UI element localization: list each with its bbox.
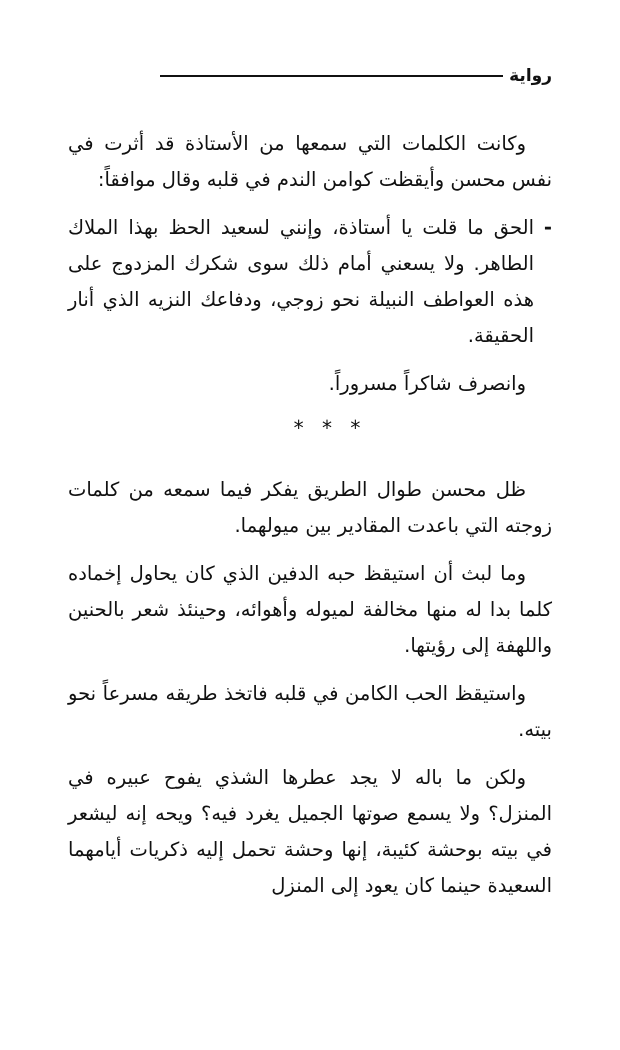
paragraph-4: وما لبث أن استيقظ حبه الدفين الذي كان يحاول إخماده كلما بدا له منها مخالفة لميوله وأهوائه، وحينئذ شعر بالحنين واللهفة إلى رؤيتها.	[68, 562, 552, 657]
dialogue-text: الحق ما قلت يا أستاذة، وإنني لسعيد الحظ بهذا الملاك الطاهر. ولا يسعني أمام ذلك سوى شكرك المزدوج على هذه العواطف النبيلة نحو زوجي، ودفاعك النزيه الذي أنار الحقيقة.	[68, 216, 534, 347]
header-rule	[160, 75, 503, 77]
dialogue-dash: -	[543, 216, 552, 239]
dialogue-block	[68, 210, 552, 354]
paragraph-1: وكانت الكلمات التي سمعها من الأستاذة قد أثرت في نفس محسن وأيقظت كوامن الندم في قلبه وقال موافقاً:	[68, 132, 552, 191]
page-body	[68, 126, 552, 916]
section-separator: * * *	[293, 416, 367, 440]
paragraph-6: ولكن ما باله لا يجد عطرها الشذي يفوح عبيره في المنزل؟ ولا يسمع صوتها الجميل يغرد فيه؟ ويحه إنه ليشعر في بيته بوحشة كئيبة، إنها وحشة تحمل إليه ذكريات أيامهما السعيدة حينما كان يعود إلى المنزل	[68, 766, 552, 897]
paragraph-5: واستيقظ الحب الكامن في قلبه فاتخذ طريقه مسرعاً نحو بيته.	[68, 682, 552, 741]
paragraph-3: ظل محسن طوال الطريق يفكر فيما سمعه من كلمات زوجته التي باعدت المقادير بين ميولهما.	[68, 478, 552, 537]
header-title: رواية	[509, 66, 552, 86]
paragraph-2: وانصرف شاكراً مسروراً.	[328, 372, 526, 395]
running-header	[160, 62, 552, 90]
